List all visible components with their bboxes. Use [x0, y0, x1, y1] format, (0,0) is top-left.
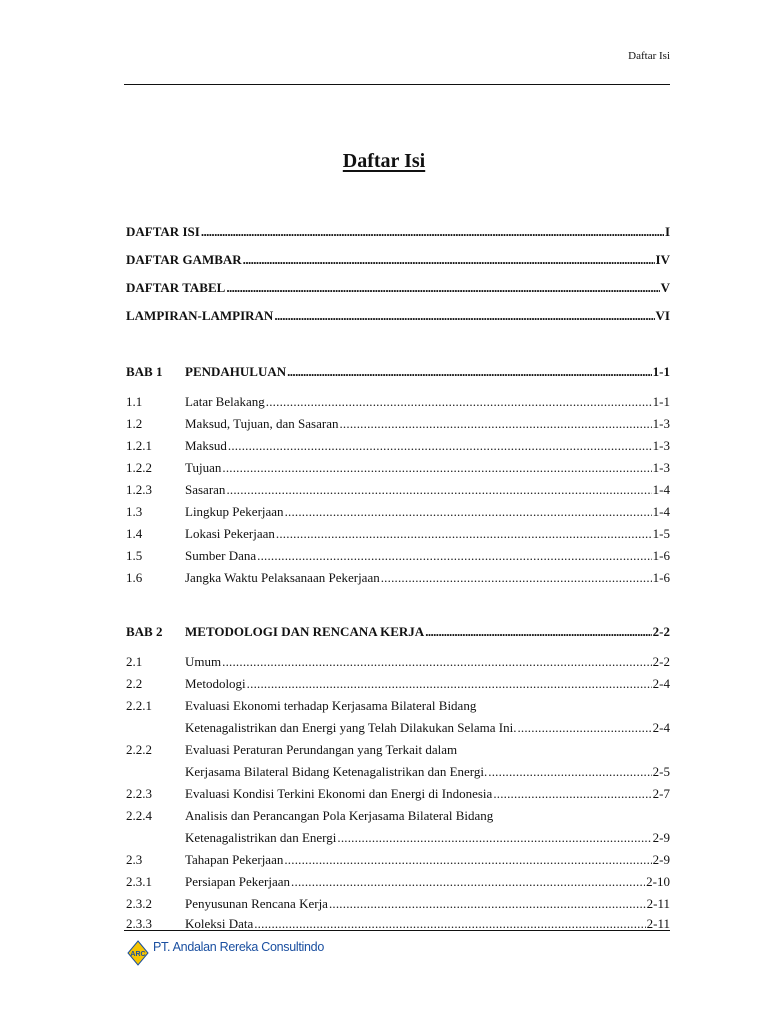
section-number: 1.4 [126, 526, 143, 541]
dot-leader [276, 526, 652, 542]
section-label-line1: Analisis dan Perancangan Pola Kerjasama Bilateral Bidang [185, 808, 494, 823]
toc-item-2-2-3[interactable] [126, 780, 670, 802]
toc-entry-label: LAMPIRAN-LAMPIRAN [126, 308, 274, 323]
section-page: 1-6 [652, 570, 670, 585]
toc-entry-page: IV [655, 252, 670, 267]
section-number: 1.2.2 [126, 460, 152, 475]
dot-leader [201, 224, 664, 240]
section-label: Koleksi Data [185, 916, 254, 931]
section-label: Maksud [185, 438, 227, 453]
section-number: 1.2.3 [126, 482, 152, 497]
section-number: 2.3.3 [126, 916, 152, 931]
toc-entry-label: DAFTAR GAMBAR [126, 252, 242, 267]
toc-item-2-2-4-continuation[interactable] [126, 824, 670, 846]
section-label: Ketenagalistrikan dan Energi [185, 830, 337, 845]
toc-entry-label: DAFTAR ISI [126, 224, 200, 239]
section-number: 2.3.1 [126, 874, 152, 889]
chapter-page: 2-2 [652, 624, 670, 639]
logo-text: ARC [130, 951, 146, 958]
section-number: 2.2.3 [126, 786, 152, 801]
dot-leader [226, 280, 659, 296]
chapter-title: PENDAHULUAN [185, 364, 287, 379]
toc-item-1-2[interactable] [126, 410, 670, 432]
section-number: 1.3 [126, 504, 143, 519]
toc-item-2-2-1[interactable] [126, 692, 670, 714]
section-number: 1.2.1 [126, 438, 152, 453]
toc-entry-daftar-isi[interactable] [126, 218, 670, 240]
toc-item-2-3[interactable] [126, 846, 670, 868]
dot-leader [222, 654, 652, 670]
toc-entry-daftar-tabel[interactable] [126, 274, 670, 296]
section-label-line1: Evaluasi Ekonomi terhadap Kerjasama Bilateral Bidang [185, 698, 477, 713]
section-page: 2-9 [652, 830, 670, 845]
section-page: 2-11 [646, 896, 670, 911]
toc-item-1-4[interactable] [126, 520, 670, 542]
section-label: Jangka Waktu Pelaksanaan Pekerjaan [185, 570, 380, 585]
dot-leader [488, 764, 651, 780]
section-label: Latar Belakang [185, 394, 265, 409]
section-number: 2.1 [126, 654, 143, 669]
section-number: 2.3 [126, 852, 143, 867]
section-page: 1-5 [652, 526, 670, 541]
toc-item-1-5[interactable] [126, 542, 670, 564]
running-header: Daftar Isi [628, 50, 670, 62]
toc-item-2-2-4[interactable] [126, 802, 670, 824]
section-page: 2-4 [652, 720, 670, 735]
company-name: PT. Andalan Rereka Consultindo [153, 940, 324, 954]
section-number: 1.1 [126, 394, 143, 409]
section-label: Sumber Dana [185, 548, 257, 563]
toc-item-2-3-3[interactable] [126, 910, 670, 932]
section-label: Tahapan Pekerjaan [185, 852, 284, 867]
toc-entry-label: DAFTAR TABEL [126, 280, 226, 295]
section-number: 2.2.1 [126, 698, 152, 713]
dot-leader [247, 676, 652, 692]
toc-item-2-2[interactable] [126, 670, 670, 692]
chapter-title: METODOLOGI DAN RENCANA KERJA [185, 624, 425, 639]
toc-entry-page: I [664, 224, 670, 239]
section-number: 1.2 [126, 416, 143, 431]
toc-entry-page: VI [655, 308, 670, 323]
section-number: 1.6 [126, 570, 143, 585]
dot-leader [228, 438, 652, 454]
dot-leader [291, 874, 645, 890]
toc-chapter-bab-1[interactable] [126, 358, 670, 380]
section-label: Lingkup Pekerjaan [185, 504, 284, 519]
section-page: 1-4 [652, 482, 670, 497]
toc-entry-page: V [660, 280, 670, 295]
section-page: 2-4 [652, 676, 670, 691]
toc-item-1-2-1[interactable] [126, 432, 670, 454]
section-page: 2-10 [646, 874, 670, 889]
chapter-number: BAB 2 [126, 624, 163, 639]
section-label: Umum [185, 654, 222, 669]
section-label: Sasaran [185, 482, 226, 497]
section-number: 1.5 [126, 548, 143, 563]
section-label: Lokasi Pekerjaan [185, 526, 275, 541]
header-divider [124, 84, 670, 85]
section-number: 2.3.2 [126, 896, 152, 911]
toc-item-1-3[interactable] [126, 498, 670, 520]
section-label-line1: Evaluasi Peraturan Perundangan yang Terkait dalam [185, 742, 458, 757]
section-label: Metodologi [185, 676, 246, 691]
section-page: 1-6 [652, 548, 670, 563]
toc-chapter-bab-2[interactable] [126, 618, 670, 640]
toc-item-2-2-2-continuation[interactable] [126, 758, 670, 780]
section-page: 1-3 [652, 438, 670, 453]
dot-leader [274, 308, 654, 324]
dot-leader [381, 570, 652, 586]
section-number: 2.2 [126, 676, 143, 691]
dot-leader [222, 460, 651, 476]
section-label: Kerjasama Bilateral Bidang Ketenagalistrikan dan Energi. [185, 764, 488, 779]
dot-leader [243, 252, 655, 268]
toc-item-1-2-3[interactable] [126, 476, 670, 498]
toc-entry-daftar-gambar[interactable] [126, 246, 670, 268]
section-number: 2.2.2 [126, 742, 152, 757]
footer-divider [124, 930, 670, 931]
dot-leader [339, 416, 651, 432]
section-page: 1-4 [652, 504, 670, 519]
section-page: 1-3 [652, 460, 670, 475]
section-page: 2-11 [646, 916, 670, 931]
dot-leader [285, 504, 652, 520]
chapter-number: BAB 1 [126, 364, 163, 379]
company-logo-icon [127, 940, 149, 966]
toc-item-1-6[interactable] [126, 564, 670, 586]
dot-leader [517, 720, 651, 736]
dot-leader [425, 624, 651, 640]
dot-leader [493, 786, 651, 802]
toc-item-1-1[interactable] [126, 388, 670, 410]
page-title: Daftar Isi [342, 150, 426, 172]
toc-entry-lampiran[interactable] [126, 302, 670, 324]
section-page: 2-5 [652, 764, 670, 779]
section-label: Penyusunan Rencana Kerja [185, 896, 328, 911]
section-number: 2.2.4 [126, 808, 152, 823]
dot-leader [287, 364, 652, 380]
section-label: Tujuan [185, 460, 222, 475]
dot-leader [284, 852, 651, 868]
section-page: 2-2 [652, 654, 670, 669]
toc-item-2-1[interactable] [126, 648, 670, 670]
dot-leader [266, 394, 652, 410]
section-label: Evaluasi Kondisi Terkini Ekonomi dan Energi di Indonesia [185, 786, 493, 801]
chapter-page: 1-1 [652, 364, 670, 379]
dot-leader [257, 548, 652, 564]
dot-leader [226, 482, 651, 498]
toc-item-1-2-2[interactable] [126, 454, 670, 476]
toc-item-2-2-1-continuation[interactable] [126, 714, 670, 736]
dot-leader [337, 830, 651, 846]
toc-item-2-2-2[interactable] [126, 736, 670, 758]
section-label: Persiapan Pekerjaan [185, 874, 291, 889]
toc-item-2-3-1[interactable] [126, 868, 670, 890]
toc-item-2-3-2[interactable] [126, 890, 670, 912]
section-label: Maksud, Tujuan, dan Sasaran [185, 416, 339, 431]
section-page: 1-3 [652, 416, 670, 431]
section-label: Ketenagalistrikan dan Energi yang Telah Dilakukan Selama Ini. [185, 720, 517, 735]
section-page: 2-9 [652, 852, 670, 867]
section-page: 1-1 [652, 394, 670, 409]
section-page: 2-7 [652, 786, 670, 801]
